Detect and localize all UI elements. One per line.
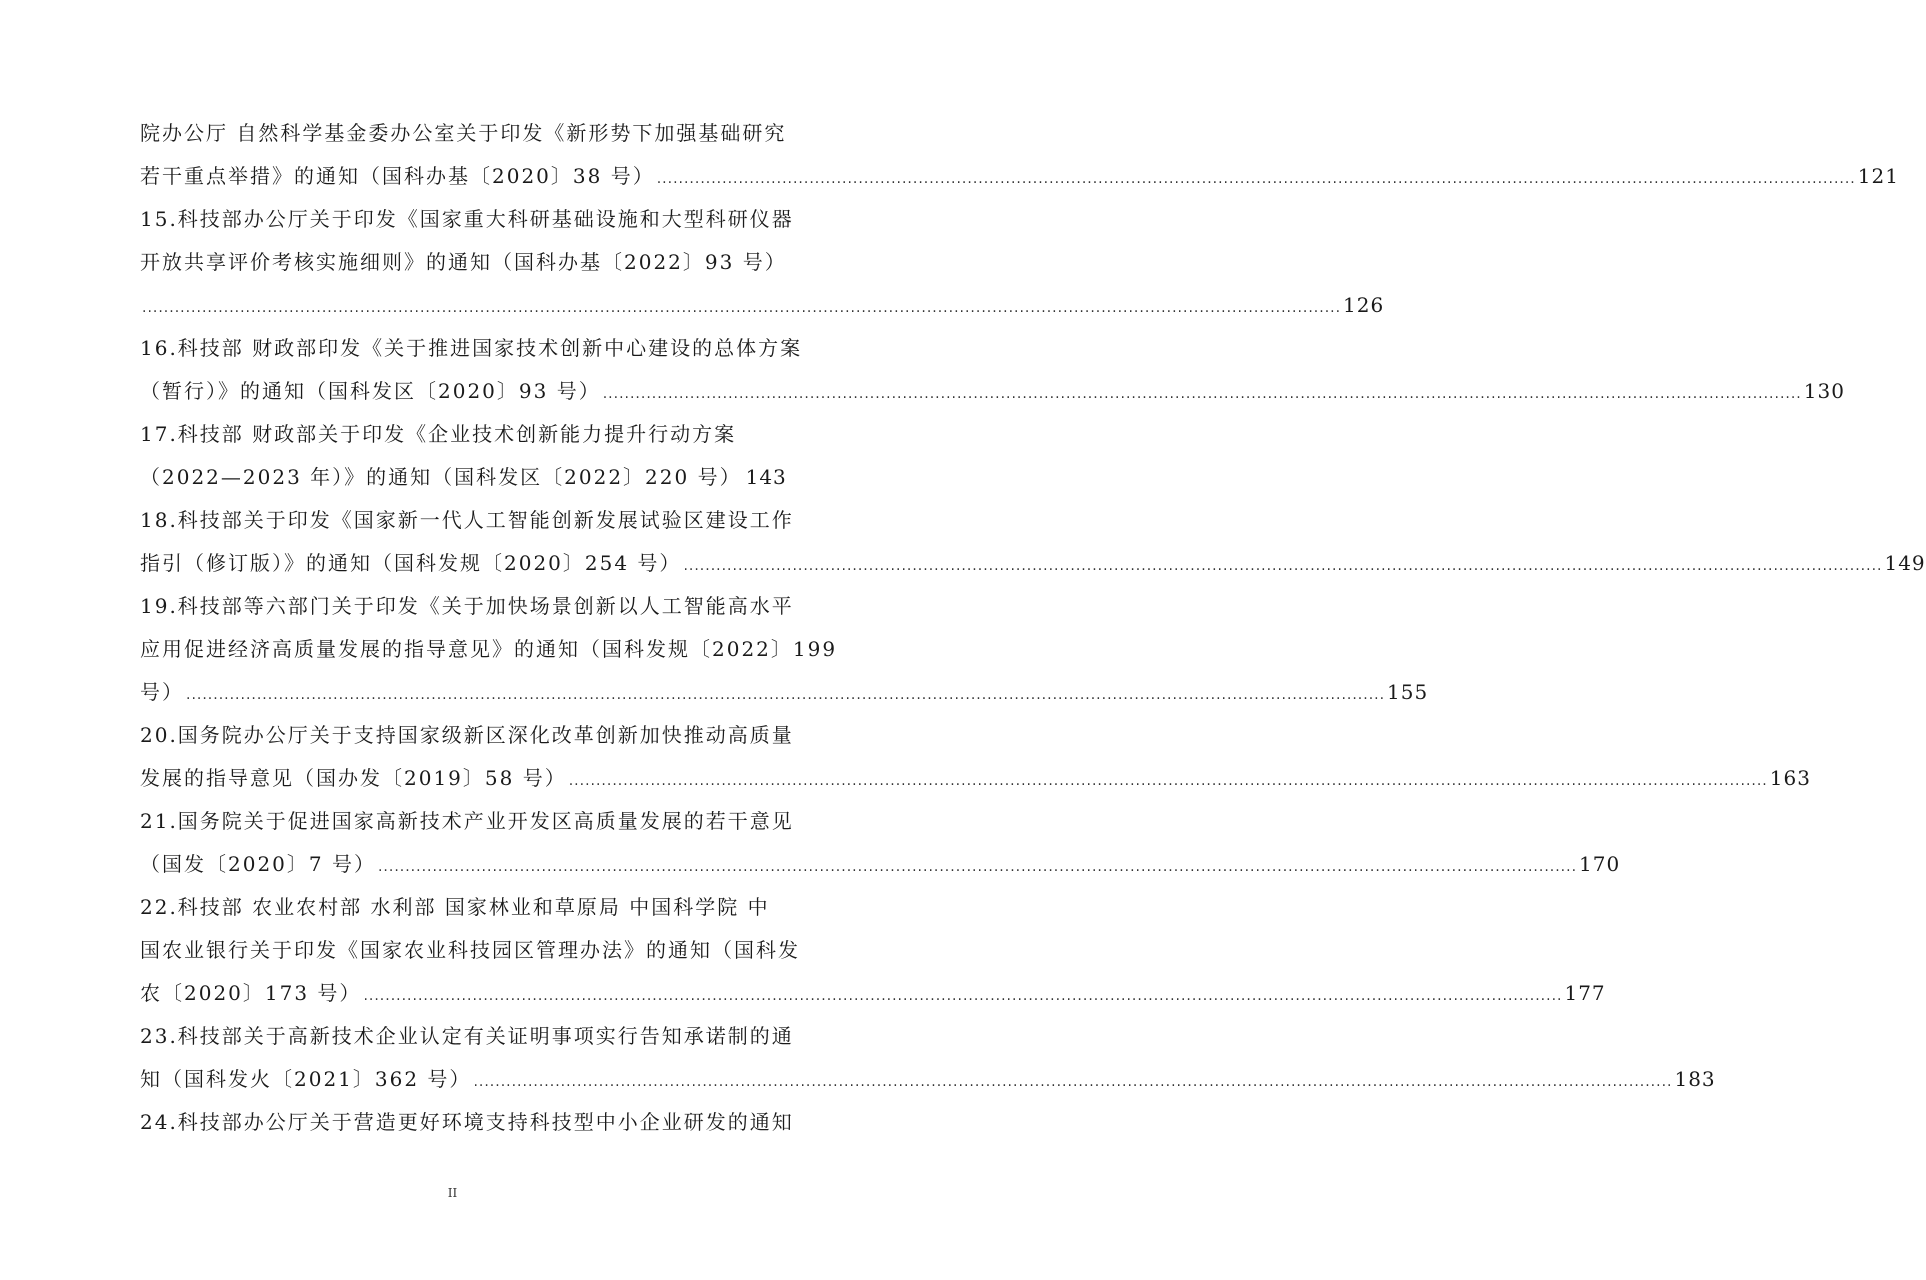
toc-dot-leader: ............................................................................................................................................................................................................................ (656, 171, 1856, 187)
toc-entry-line-with-page (140, 671, 1429, 714)
toc-entry-text: 发展的指导意见（国办发〔2019〕58 号） (140, 766, 567, 790)
toc-entry-line: 18.科技部关于印发《国家新一代人工智能创新发展试验区建设工作 (140, 508, 794, 532)
toc-entry-line-with-page (140, 542, 1926, 585)
toc-entry-line-with-page (140, 1058, 1716, 1101)
toc-page-number: 130 (1803, 379, 1845, 403)
toc-entry-line: 23.科技部关于高新技术企业认定有关证明事项实行告知承诺制的通 (140, 1024, 794, 1048)
toc-entry-line-with-page (140, 370, 1845, 413)
toc-page-number: 149 (1884, 551, 1926, 575)
toc-page-number: 177 (1564, 981, 1606, 1005)
toc-entry-line: 20.国务院办公厅关于支持国家级新区深化改革创新加快推动高质量 (140, 723, 794, 747)
toc-page-number: 155 (1387, 680, 1429, 704)
toc-page-number: 170 (1579, 852, 1621, 876)
toc-entry-text: （国发〔2020〕7 号） (140, 852, 376, 876)
toc-entry-text: 农〔2020〕173 号） (140, 981, 362, 1005)
toc-entry-text: （2022—2023 年）》的通知（国科发区〔2022〕220 号） (140, 465, 742, 489)
toc-dot-leader: ............................................................................................................................................................................................................................ (568, 773, 1768, 789)
page-number-footer: II (447, 1186, 458, 1200)
toc-page-number: 163 (1769, 766, 1811, 790)
toc-entry-line: 21.国务院关于促进国家高新技术产业开发区高质量发展的若干意见 (140, 809, 794, 833)
toc-entry-line: 22.科技部 农业农村部 水利部 国家林业和草原局 中国科学院 中 (140, 895, 770, 919)
toc-page-number: 143 (745, 465, 787, 489)
toc-entry-text: 若干重点举措》的通知（国科办基〔2020〕38 号） (140, 164, 655, 188)
toc-entry-text: 指引（修订版）》的通知（国科发规〔2020〕254 号） (140, 551, 682, 575)
toc-entry-text: 知（国科发火〔2021〕362 号） (140, 1067, 472, 1091)
toc-entry-line-with-page (140, 757, 1811, 800)
toc-dot-leader: ............................................................................................................................................................................................................................ (602, 386, 1802, 402)
toc-entry-line: 24.科技部办公厅关于营造更好环境支持科技型中小企业研发的通知 (140, 1110, 794, 1134)
toc-entry-line-with-page (140, 456, 787, 499)
toc-entry-text: （暂行）》的通知（国科发区〔2020〕93 号） (140, 379, 601, 403)
toc-dot-leader: ............................................................................................................................................................................................................................ (683, 558, 1883, 574)
toc-page-number: 126 (1343, 293, 1385, 317)
toc-entry-line: 16.科技部 财政部印发《关于推进国家技术创新中心建设的总体方案 (140, 336, 803, 360)
toc-dot-leader: ............................................................................................................................................................................................................................ (186, 687, 1386, 703)
toc-dot-leader: ............................................................................................................................................................................................................................ (363, 988, 1563, 1004)
toc-entry-line-with-page (140, 284, 1385, 327)
toc-page-number: 121 (1857, 164, 1899, 188)
toc-entry-line-with-page (140, 155, 1899, 198)
toc-entry-line: 17.科技部 财政部关于印发《企业技术创新能力提升行动方案 (140, 422, 737, 446)
toc-entry-line: 院办公厅 自然科学基金委办公室关于印发《新形势下加强基础研究 (140, 121, 787, 145)
toc-dot-leader: ............................................................................................................................................................................................................................ (142, 300, 1342, 316)
toc-entry-line-with-page (140, 972, 1606, 1015)
table-of-contents (140, 112, 1926, 1144)
toc-entry-line: 19.科技部等六部门关于印发《关于加快场景创新以人工智能高水平 (140, 594, 794, 618)
toc-dot-leader: ............................................................................................................................................................................................................................ (377, 859, 1578, 875)
toc-entry-line: 开放共享评价考核实施细则》的通知（国科办基〔2022〕93 号） (140, 250, 787, 274)
toc-entry-text: 号） (140, 680, 184, 704)
toc-entry-line: 应用促进经济高质量发展的指导意见》的通知（国科发规〔2022〕199 (140, 637, 838, 661)
toc-entry-line: 15.科技部办公厅关于印发《国家重大科研基础设施和大型科研仪器 (140, 207, 794, 231)
toc-page-number: 183 (1674, 1067, 1716, 1091)
toc-entry-line-with-page (140, 843, 1621, 886)
toc-dot-leader: ............................................................................................................................................................................................................................ (473, 1074, 1673, 1090)
toc-entry-line: 国农业银行关于印发《国家农业科技园区管理办法》的通知（国科发 (140, 938, 800, 962)
